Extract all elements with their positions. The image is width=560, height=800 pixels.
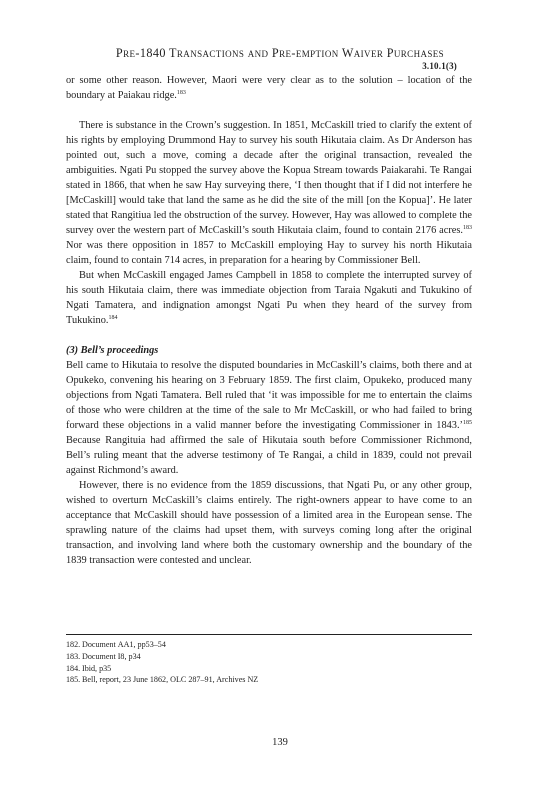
note-ref-183b: 183	[463, 225, 472, 231]
page-number: 139	[272, 737, 288, 748]
paragraph-1-text: or some other reason. However, Maori were very clear as to the solution – location of the boundary at Paiakau ridge.	[66, 75, 472, 101]
footnote-text: Document AA1, pp53–54	[82, 640, 166, 649]
footnote-text: Ibid, p35	[82, 663, 112, 673]
note-ref-185: 185	[463, 420, 472, 426]
section-heading: (3) Bell’s proceedings	[66, 345, 159, 356]
footnote	[66, 651, 472, 663]
paragraph-3	[66, 268, 472, 328]
footnote-number: 184.	[66, 663, 81, 673]
paragraph-5	[66, 478, 472, 568]
footnote-text: Document I8, p34	[82, 651, 141, 661]
footnote-rule	[66, 634, 472, 635]
footnote-number: 182.	[66, 640, 81, 649]
paragraph-4-text-b: Because Rangituia had affirmed the sale of Hikutaia south before Commissioner Richmond, Bell’s ruling meant that the adverse testimony of Te Rangai, a child in 1839, could not prevail against Richmond’s award.	[66, 435, 472, 476]
paragraph-2	[66, 118, 472, 268]
paragraph-5-text: However, there is no evidence from the 1859 discussions, that Ngati Pu, or any other group, wished to overturn McCaskill’s claims entirely. The right-owners appear to have come to an acceptance that McCaskill should have possession of a limited area in the European sense. The sprawling nature of the claims had upset them, with surveys coming long after the original transaction, and involving land where both the customary ownership and the boundary of the 1839 transaction were contested and unclear.	[66, 480, 472, 566]
paragraph-2-text-b: Nor was there opposition in 1857 to McCaskill employing Hay to survey his north Hikutaia claim, found to contain 714 acres, in preparation for a hearing by Commissioner Bell.	[66, 240, 472, 266]
note-ref-183a: 183	[176, 90, 186, 96]
paragraph-2-text-a: There is substance in the Crown’s suggestion. In 1851, McCaskill tried to clarify the extent of his rights by employing Drummond Hay to survey his south Hikutaia claim. As Dr Anderson has pointed out, such a move, coming a decade after the original transaction, revealed the ambiguities. Ngati Pu stopped the survey above the Kopua Stream towards Paiakarahi. Te Rangai stated in 1866, that when he saw Hay surveying there, ‘I then thought that if I did not interfere he [McCaskill] would take that land the same as he did the site of the mill [on the Kopua]’. He later stated that Rangitiua led the obstruction of the survey. However, Hay was allowed to complete the survey over the western part of McCaskill’s south Hikutaia claim, found to contain 2176 acres.	[66, 120, 472, 236]
section-number: 3.10.1(3)	[422, 61, 457, 71]
paragraph-3-text: But when McCaskill engaged James Campbell in 1858 to complete the interrupted survey of his south Hikutaia claim, there was immediate objection from Taraia Ngakuti and Tukukino of Ngati Tamatera, and indignation amongst Ngati Pu when they heard of the survey from Tukukino.	[66, 270, 472, 326]
paragraph-4	[66, 358, 472, 478]
footnote-number: 183.	[66, 651, 81, 661]
footnote	[66, 639, 472, 651]
footnotes	[66, 639, 472, 686]
note-ref-184: 184	[108, 315, 118, 321]
footnote-number: 185.	[66, 675, 81, 685]
paragraph-1	[66, 73, 472, 103]
running-head: Pre-1840 Transactions and Pre-emption Waiver Purchases	[115, 46, 445, 60]
paragraph-4-text-a: Bell came to Hikutaia to resolve the disputed boundaries in McCaskill’s claims, both there and at Opukeko, convening his hearing on 3 February 1859. The first claim, Opukeko, produced many objections from Ngati Tamatera. Bell ruled that ‘it was impossible for me to entertain the claims of those who were children at the time of the sale to Mr McCaskill, or who had failed to bring forward these objections in a valid manner before the investigating Commissioner in 1843.’	[66, 360, 472, 431]
footnote	[66, 663, 472, 675]
footnote	[66, 674, 472, 686]
main-text	[66, 73, 472, 568]
footnote-text: Bell, report, 23 June 1862, OLC 287–91, Archives NZ	[82, 675, 259, 685]
